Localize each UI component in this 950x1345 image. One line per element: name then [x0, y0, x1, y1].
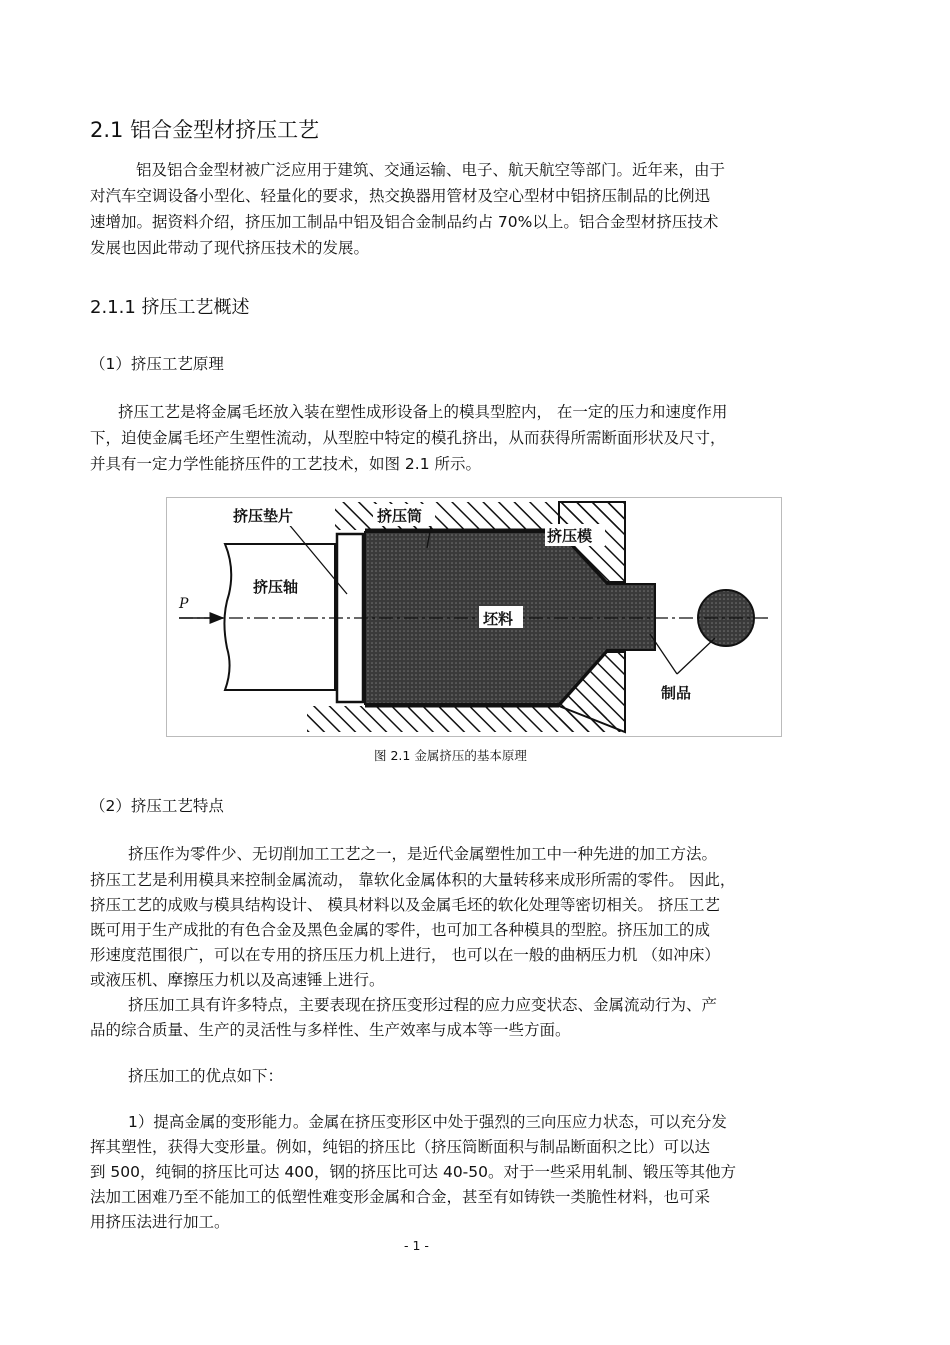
page-number: - 1 - [404, 1238, 429, 1253]
figure-caption: 图 2.1 金属挤压的基本原理 [374, 748, 527, 763]
subsection-title: 2.1.1 挤压工艺概述 [90, 297, 250, 318]
item1-title: （1）挤压工艺原理 [90, 355, 224, 373]
principle-line: 下，迫使金属毛坯产生塑性流动，从型腔中特定的模孔挤出，从而获得所需断面形状及尺寸， [90, 429, 726, 447]
label-pad: 挤压垫片 [233, 507, 294, 525]
advantage1-line: 挥其塑性，获得大变形量。例如，纯铝的挤压比（挤压筒断面积与制品断面积之比）可以达 [90, 1138, 711, 1156]
figure-extrusion-principle [166, 497, 782, 737]
item2-title: （2）挤压工艺特点 [90, 797, 224, 815]
section-title: 2.1 铝合金型材挤压工艺 [90, 118, 320, 142]
features-line: 形速度范围很广，可以在专用的挤压压力机上进行， 也可以在一般的曲柄压力机 （如冲床） [90, 946, 720, 964]
leader-product-2 [677, 638, 715, 674]
label-die: 挤压模 [547, 527, 593, 545]
extrusion-ram [224, 544, 335, 690]
label-container: 挤压筒 [377, 507, 423, 525]
label-product: 制品 [661, 684, 692, 702]
advantages-intro: 挤压加工的优点如下： [128, 1067, 284, 1085]
features-line: 或液压机、摩擦压力机以及高速锤上进行。 [90, 971, 385, 989]
features-line: 挤压工艺是利用模具来控制金属流动， 靠软化金属体积的大量转移来成形所需的零件。 因此， [90, 871, 736, 889]
features-line: 既可用于生产成批的有色合金及黑色金属的零件，也可加工各种模具的型腔。挤压加工的成 [90, 921, 711, 939]
advantage1-line: 用挤压法进行加工。 [90, 1213, 230, 1231]
features-line: 品的综合质量、生产的灵活性与多样性、生产效率与成本等一些方面。 [90, 1021, 571, 1039]
features-line: 挤压作为零件少、无切削加工工艺之一，是近代金属塑性加工中一种先进的加工方法。 [128, 845, 718, 863]
features-line: 挤压加工具有许多特点，主要表现在挤压变形过程的应力应变状态、金属流动行为、产 [128, 996, 718, 1014]
principle-line: 挤压工艺是将金属毛坯放入装在塑性成形设备上的模具型腔内， 在一定的压力和速度作用 [118, 403, 728, 421]
advantage1-line: 法加工困难乃至不能加工的低塑性难变形金属和合金，甚至有如铸铁一类脆性材料，也可采 [90, 1188, 711, 1206]
principle-line: 并具有一定力学性能挤压件的工艺技术，如图 2.1 所示。 [90, 455, 482, 473]
advantage1-line: 到 500，纯铜的挤压比可达 400，钢的挤压比可达 40-50。对于一些采用轧制、锻压等其他方 [90, 1163, 736, 1181]
intro-line: 发展也因此带动了现代挤压技术的发展。 [90, 239, 370, 257]
extrusion-diagram [167, 498, 781, 736]
label-force: P [179, 596, 189, 612]
leader-product [650, 634, 677, 674]
label-ram: 挤压轴 [253, 578, 299, 596]
advantage1-line: 1）提高金属的变形能力。金属在挤压变形区中处于强烈的三向压应力状态，可以充分发 [128, 1113, 727, 1131]
intro-line: 速增加。据资料介绍，挤压加工制品中铝及铝合金制品约占 70%以上。铝合金型材挤压技术 [90, 213, 719, 231]
label-billet: 坯料 [483, 610, 514, 628]
features-line: 挤压工艺的成败与模具结构设计、 模具材料以及金属毛坯的软化处理等密切相关。 挤压工艺 [90, 896, 720, 914]
intro-line: 铝及铝合金型材被广泛应用于建筑、交通运输、电子、航天航空等部门。近年来，由于 [136, 161, 726, 179]
intro-line: 对汽车空调设备小型化、轻量化的要求，热交换器用管材及空心型材中铝挤压制品的比例迅 [90, 187, 711, 205]
